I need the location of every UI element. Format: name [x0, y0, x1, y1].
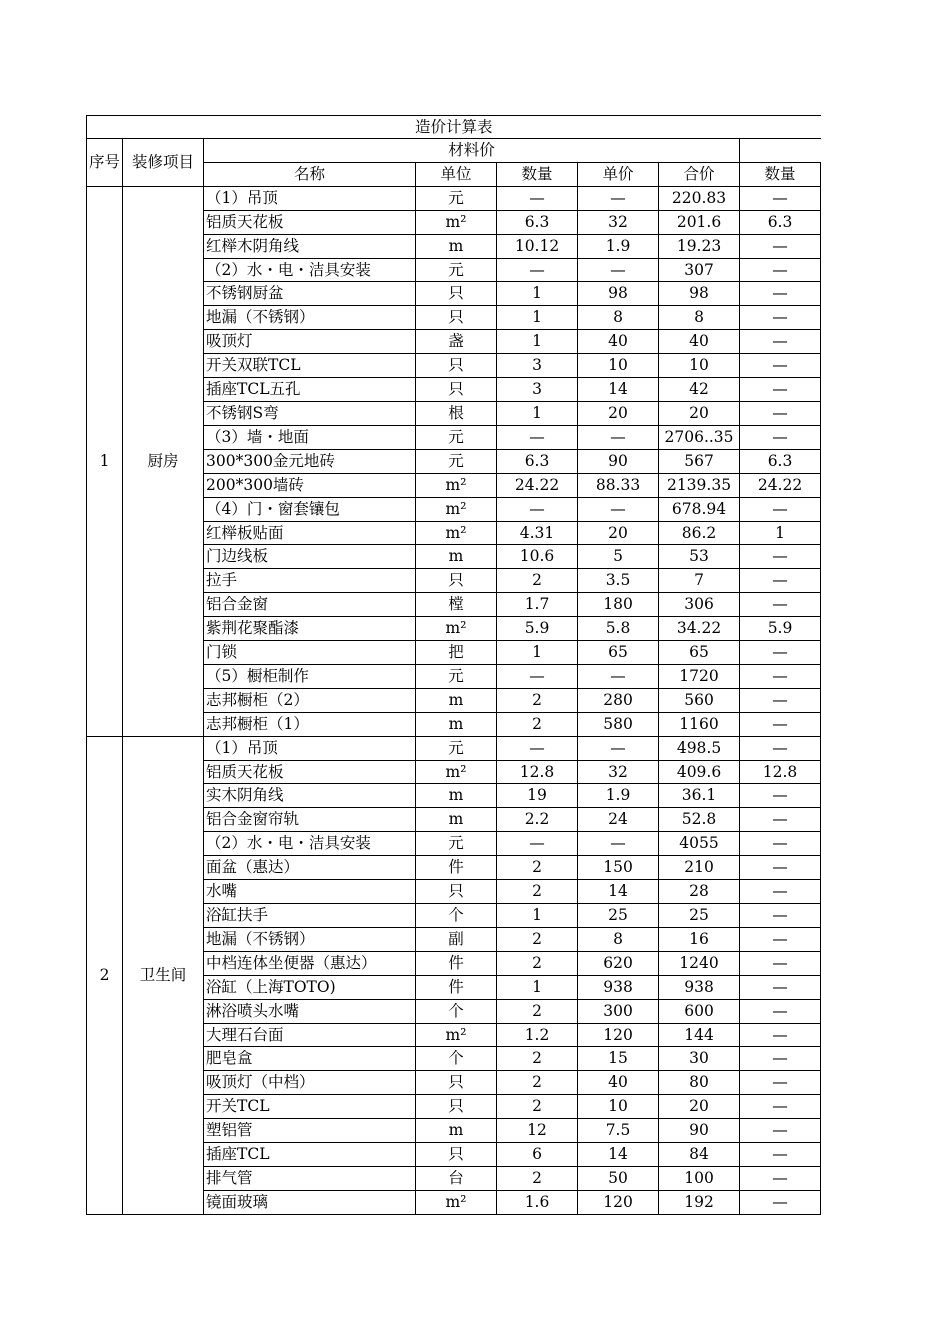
item-qty2: — [740, 927, 821, 951]
item-name: 开关TCL [204, 1095, 416, 1119]
item-total: 98 [659, 282, 740, 306]
item-unit-price: — [578, 425, 659, 449]
item-unit: m² [416, 1190, 497, 1214]
item-name: 浴缸扶手 [204, 904, 416, 928]
item-qty: 6.3 [497, 449, 578, 473]
item-total: 1720 [659, 664, 740, 688]
item-total: 80 [659, 1071, 740, 1095]
item-total: 938 [659, 975, 740, 999]
item-unit-price: 620 [578, 951, 659, 975]
item-unit: 樘 [416, 593, 497, 617]
item-qty2: — [740, 784, 821, 808]
item-name: 200*300墙砖 [204, 473, 416, 497]
item-qty2: 5.9 [740, 617, 821, 641]
item-total: 100 [659, 1166, 740, 1190]
item-unit: 只 [416, 282, 497, 306]
item-name: 300*300金元地砖 [204, 449, 416, 473]
item-name: 门锁 [204, 641, 416, 665]
item-unit: 台 [416, 1166, 497, 1190]
item-unit-price: — [578, 664, 659, 688]
item-unit: m [416, 234, 497, 258]
item-name: （1）吊顶 [204, 736, 416, 760]
item-unit-price: 7.5 [578, 1119, 659, 1143]
item-qty: 1.7 [497, 593, 578, 617]
item-qty2: — [740, 880, 821, 904]
item-unit: 元 [416, 664, 497, 688]
item-unit-price: 20 [578, 401, 659, 425]
item-name: 水嘴 [204, 880, 416, 904]
item-qty: 2 [497, 569, 578, 593]
header-row-1 [87, 139, 821, 163]
item-unit-price: 65 [578, 641, 659, 665]
item-total: 90 [659, 1119, 740, 1143]
header-name: 名称 [204, 162, 416, 186]
item-unit-price: 180 [578, 593, 659, 617]
item-name: 志邦橱柜（1） [204, 712, 416, 736]
item-qty2: — [740, 808, 821, 832]
item-qty2: — [740, 951, 821, 975]
item-total: 53 [659, 545, 740, 569]
item-unit-price: 32 [578, 210, 659, 234]
item-total: 8 [659, 306, 740, 330]
item-unit: m [416, 1119, 497, 1143]
item-unit-price: 120 [578, 1190, 659, 1214]
item-unit: 只 [416, 1071, 497, 1095]
item-unit-price: 90 [578, 449, 659, 473]
item-qty: 6 [497, 1143, 578, 1167]
group-seq: 2 [87, 736, 123, 1214]
item-name: 吸顶灯 [204, 330, 416, 354]
item-qty: 2 [497, 1071, 578, 1095]
title-row [87, 116, 821, 139]
item-total: 600 [659, 999, 740, 1023]
item-total: 2139.35 [659, 473, 740, 497]
item-qty2: — [740, 1166, 821, 1190]
item-unit-price: 88.33 [578, 473, 659, 497]
item-name: 地漏（不锈钢） [204, 306, 416, 330]
item-qty: 2 [497, 712, 578, 736]
item-unit-price: 5 [578, 545, 659, 569]
item-unit-price: 24 [578, 808, 659, 832]
item-qty: 2 [497, 951, 578, 975]
item-qty2: — [740, 306, 821, 330]
item-unit: m [416, 712, 497, 736]
item-qty: — [497, 186, 578, 210]
item-name: 铝合金窗 [204, 593, 416, 617]
header-qty: 数量 [497, 162, 578, 186]
item-qty: 1.6 [497, 1190, 578, 1214]
item-qty: — [497, 425, 578, 449]
group-project: 厨房 [123, 186, 204, 736]
item-qty: — [497, 497, 578, 521]
item-name: 开关双联TCL [204, 354, 416, 378]
item-qty: — [497, 736, 578, 760]
item-name: 肥皂盒 [204, 1047, 416, 1071]
item-unit-price: 1.9 [578, 784, 659, 808]
item-unit: m² [416, 521, 497, 545]
item-name: 不锈钢厨盆 [204, 282, 416, 306]
item-qty: 1.2 [497, 1023, 578, 1047]
item-total: 409.6 [659, 760, 740, 784]
item-total: 192 [659, 1190, 740, 1214]
item-qty2: — [740, 1023, 821, 1047]
item-name: 地漏（不锈钢） [204, 927, 416, 951]
item-unit: m [416, 545, 497, 569]
item-qty: 10.12 [497, 234, 578, 258]
item-unit-price: 580 [578, 712, 659, 736]
item-qty2: — [740, 1119, 821, 1143]
item-qty2: — [740, 856, 821, 880]
item-name: 拉手 [204, 569, 416, 593]
item-total: 1160 [659, 712, 740, 736]
item-qty: 2 [497, 688, 578, 712]
item-qty2: — [740, 1143, 821, 1167]
item-name: 插座TCL五孔 [204, 378, 416, 402]
item-total: 40 [659, 330, 740, 354]
item-qty: 6.3 [497, 210, 578, 234]
item-qty2: — [740, 354, 821, 378]
item-total: 567 [659, 449, 740, 473]
item-name: 铝质天花板 [204, 210, 416, 234]
table-row [87, 736, 821, 760]
item-qty2: — [740, 282, 821, 306]
item-unit-price: 1.9 [578, 234, 659, 258]
item-total: 7 [659, 569, 740, 593]
item-name: 镜面玻璃 [204, 1190, 416, 1214]
item-qty: 1 [497, 904, 578, 928]
item-total: 2706..35 [659, 425, 740, 449]
item-qty: 12.8 [497, 760, 578, 784]
item-total: 36.1 [659, 784, 740, 808]
item-unit-price: 8 [578, 306, 659, 330]
item-name: 红榉板贴面 [204, 521, 416, 545]
item-unit-price: 14 [578, 1143, 659, 1167]
item-name: 大理石台面 [204, 1023, 416, 1047]
item-unit-price: 15 [578, 1047, 659, 1071]
item-unit: 根 [416, 401, 497, 425]
item-name: 红榉木阴角线 [204, 234, 416, 258]
item-unit: 元 [416, 736, 497, 760]
item-unit-price: 14 [578, 880, 659, 904]
item-unit-price: 280 [578, 688, 659, 712]
item-total: 210 [659, 856, 740, 880]
item-name: 实木阴角线 [204, 784, 416, 808]
item-qty: 1 [497, 641, 578, 665]
item-unit-price: 20 [578, 521, 659, 545]
item-total: 4055 [659, 832, 740, 856]
item-name: 门边线板 [204, 545, 416, 569]
item-total: 84 [659, 1143, 740, 1167]
item-total: 20 [659, 401, 740, 425]
item-unit-price: — [578, 186, 659, 210]
item-unit-price: — [578, 497, 659, 521]
item-qty2: — [740, 999, 821, 1023]
group-seq: 1 [87, 186, 123, 736]
table-body [87, 186, 821, 1214]
item-unit: m [416, 784, 497, 808]
item-unit-price: 5.8 [578, 617, 659, 641]
item-qty2: — [740, 258, 821, 282]
item-qty: 2 [497, 1095, 578, 1119]
item-unit: m² [416, 210, 497, 234]
item-qty: 1 [497, 975, 578, 999]
item-unit-price: 98 [578, 282, 659, 306]
item-qty: 2 [497, 999, 578, 1023]
item-unit: 个 [416, 999, 497, 1023]
item-qty: 3 [497, 354, 578, 378]
item-qty: — [497, 664, 578, 688]
item-unit: 件 [416, 975, 497, 999]
item-total: 25 [659, 904, 740, 928]
item-unit: m² [416, 1023, 497, 1047]
item-total: 34.22 [659, 617, 740, 641]
item-name: （5）橱柜制作 [204, 664, 416, 688]
item-unit: m² [416, 473, 497, 497]
item-unit: 盏 [416, 330, 497, 354]
item-name: （2）水・电・洁具安装 [204, 258, 416, 282]
item-qty: 2 [497, 927, 578, 951]
item-unit: 只 [416, 1095, 497, 1119]
item-qty2: — [740, 401, 821, 425]
item-unit: 只 [416, 1143, 497, 1167]
item-unit-price: 40 [578, 1071, 659, 1095]
item-qty2: — [740, 1071, 821, 1095]
item-total: 42 [659, 378, 740, 402]
item-qty2: — [740, 688, 821, 712]
item-name: 吸顶灯（中档） [204, 1071, 416, 1095]
item-qty2: 24.22 [740, 473, 821, 497]
item-qty: 2 [497, 1166, 578, 1190]
item-qty2: — [740, 186, 821, 210]
item-unit: 元 [416, 425, 497, 449]
item-qty: — [497, 832, 578, 856]
item-qty: 1 [497, 401, 578, 425]
item-unit-price: 10 [578, 1095, 659, 1119]
item-name: 志邦橱柜（2） [204, 688, 416, 712]
item-name: （1）吊顶 [204, 186, 416, 210]
item-qty: 10.6 [497, 545, 578, 569]
item-unit: 把 [416, 641, 497, 665]
item-qty2: — [740, 425, 821, 449]
item-qty2: — [740, 1095, 821, 1119]
item-qty: 2 [497, 880, 578, 904]
item-unit-price: 8 [578, 927, 659, 951]
item-name: 中档连体坐便器（惠达） [204, 951, 416, 975]
item-total: 1240 [659, 951, 740, 975]
item-total: 65 [659, 641, 740, 665]
item-unit: 只 [416, 306, 497, 330]
item-qty2: — [740, 234, 821, 258]
table-title: 造价计算表 [87, 116, 821, 139]
item-total: 220.83 [659, 186, 740, 210]
item-name: （4）门・窗套镶包 [204, 497, 416, 521]
item-name: 不锈钢S弯 [204, 401, 416, 425]
item-qty: — [497, 258, 578, 282]
item-qty2: 6.3 [740, 449, 821, 473]
header-blank [740, 139, 821, 163]
item-total: 306 [659, 593, 740, 617]
item-qty: 19 [497, 784, 578, 808]
header-material-price: 材料价 [204, 139, 740, 163]
item-total: 10 [659, 354, 740, 378]
item-unit: 元 [416, 832, 497, 856]
item-qty2: — [740, 975, 821, 999]
item-qty2: 6.3 [740, 210, 821, 234]
item-unit-price: 10 [578, 354, 659, 378]
item-unit: 只 [416, 378, 497, 402]
item-qty: 1 [497, 306, 578, 330]
header-seq: 序号 [87, 139, 123, 187]
item-unit: 个 [416, 904, 497, 928]
item-qty: 24.22 [497, 473, 578, 497]
item-qty: 4.31 [497, 521, 578, 545]
item-qty2: — [740, 569, 821, 593]
item-unit: 只 [416, 569, 497, 593]
item-name: （3）墙・地面 [204, 425, 416, 449]
header-total: 合价 [659, 162, 740, 186]
item-qty: 2 [497, 1047, 578, 1071]
item-unit-price: — [578, 736, 659, 760]
item-total: 20 [659, 1095, 740, 1119]
item-total: 16 [659, 927, 740, 951]
item-unit: m² [416, 617, 497, 641]
item-qty2: 12.8 [740, 760, 821, 784]
item-qty: 1 [497, 330, 578, 354]
header-unit: 单位 [416, 162, 497, 186]
item-name: 塑铝管 [204, 1119, 416, 1143]
item-qty: 12 [497, 1119, 578, 1143]
item-qty2: — [740, 545, 821, 569]
item-total: 307 [659, 258, 740, 282]
item-qty2: — [740, 736, 821, 760]
item-name: 铝合金窗帘轨 [204, 808, 416, 832]
item-qty: 1 [497, 282, 578, 306]
item-unit: 只 [416, 880, 497, 904]
item-unit: m [416, 808, 497, 832]
item-unit-price: 25 [578, 904, 659, 928]
item-qty2: — [740, 330, 821, 354]
item-total: 30 [659, 1047, 740, 1071]
item-unit: 只 [416, 354, 497, 378]
item-unit-price: 300 [578, 999, 659, 1023]
item-unit: m [416, 688, 497, 712]
item-total: 678.94 [659, 497, 740, 521]
item-qty2: — [740, 641, 821, 665]
item-unit: 个 [416, 1047, 497, 1071]
item-unit: m² [416, 760, 497, 784]
item-qty2: 1 [740, 521, 821, 545]
item-unit-price: 40 [578, 330, 659, 354]
item-qty2: — [740, 712, 821, 736]
item-unit: 元 [416, 449, 497, 473]
item-unit-price: 938 [578, 975, 659, 999]
item-qty2: — [740, 1047, 821, 1071]
item-qty2: — [740, 1190, 821, 1214]
item-unit: 元 [416, 258, 497, 282]
item-name: （2）水・电・洁具安装 [204, 832, 416, 856]
item-unit: m² [416, 497, 497, 521]
cost-table [86, 115, 821, 1215]
item-name: 插座TCL [204, 1143, 416, 1167]
item-unit: 件 [416, 951, 497, 975]
item-name: 浴缸（上海TOTO) [204, 975, 416, 999]
item-unit-price: — [578, 258, 659, 282]
header-qty2: 数量 [740, 162, 821, 186]
group-project: 卫生间 [123, 736, 204, 1214]
item-name: 淋浴喷头水嘴 [204, 999, 416, 1023]
item-unit-price: 32 [578, 760, 659, 784]
item-unit-price: 150 [578, 856, 659, 880]
item-unit-price: 50 [578, 1166, 659, 1190]
item-qty: 2 [497, 856, 578, 880]
header-project: 装修项目 [123, 139, 204, 187]
item-unit-price: 120 [578, 1023, 659, 1047]
item-total: 19.23 [659, 234, 740, 258]
item-total: 86.2 [659, 521, 740, 545]
item-qty2: — [740, 497, 821, 521]
item-unit-price: 14 [578, 378, 659, 402]
item-qty2: — [740, 593, 821, 617]
item-name: 排气管 [204, 1166, 416, 1190]
item-name: 面盆（惠达） [204, 856, 416, 880]
table-row [87, 186, 821, 210]
item-total: 28 [659, 880, 740, 904]
item-unit-price: 3.5 [578, 569, 659, 593]
item-total: 144 [659, 1023, 740, 1047]
item-qty: 5.9 [497, 617, 578, 641]
item-unit-price: — [578, 832, 659, 856]
item-qty2: — [740, 664, 821, 688]
item-qty2: — [740, 378, 821, 402]
header-unit-price: 单价 [578, 162, 659, 186]
item-total: 52.8 [659, 808, 740, 832]
item-unit: 件 [416, 856, 497, 880]
item-unit: 副 [416, 927, 497, 951]
item-qty2: — [740, 832, 821, 856]
item-name: 紫荆花聚酯漆 [204, 617, 416, 641]
item-name: 铝质天花板 [204, 760, 416, 784]
item-total: 498.5 [659, 736, 740, 760]
item-total: 201.6 [659, 210, 740, 234]
item-qty: 3 [497, 378, 578, 402]
item-qty2: — [740, 904, 821, 928]
item-unit: 元 [416, 186, 497, 210]
item-total: 560 [659, 688, 740, 712]
item-qty: 2.2 [497, 808, 578, 832]
